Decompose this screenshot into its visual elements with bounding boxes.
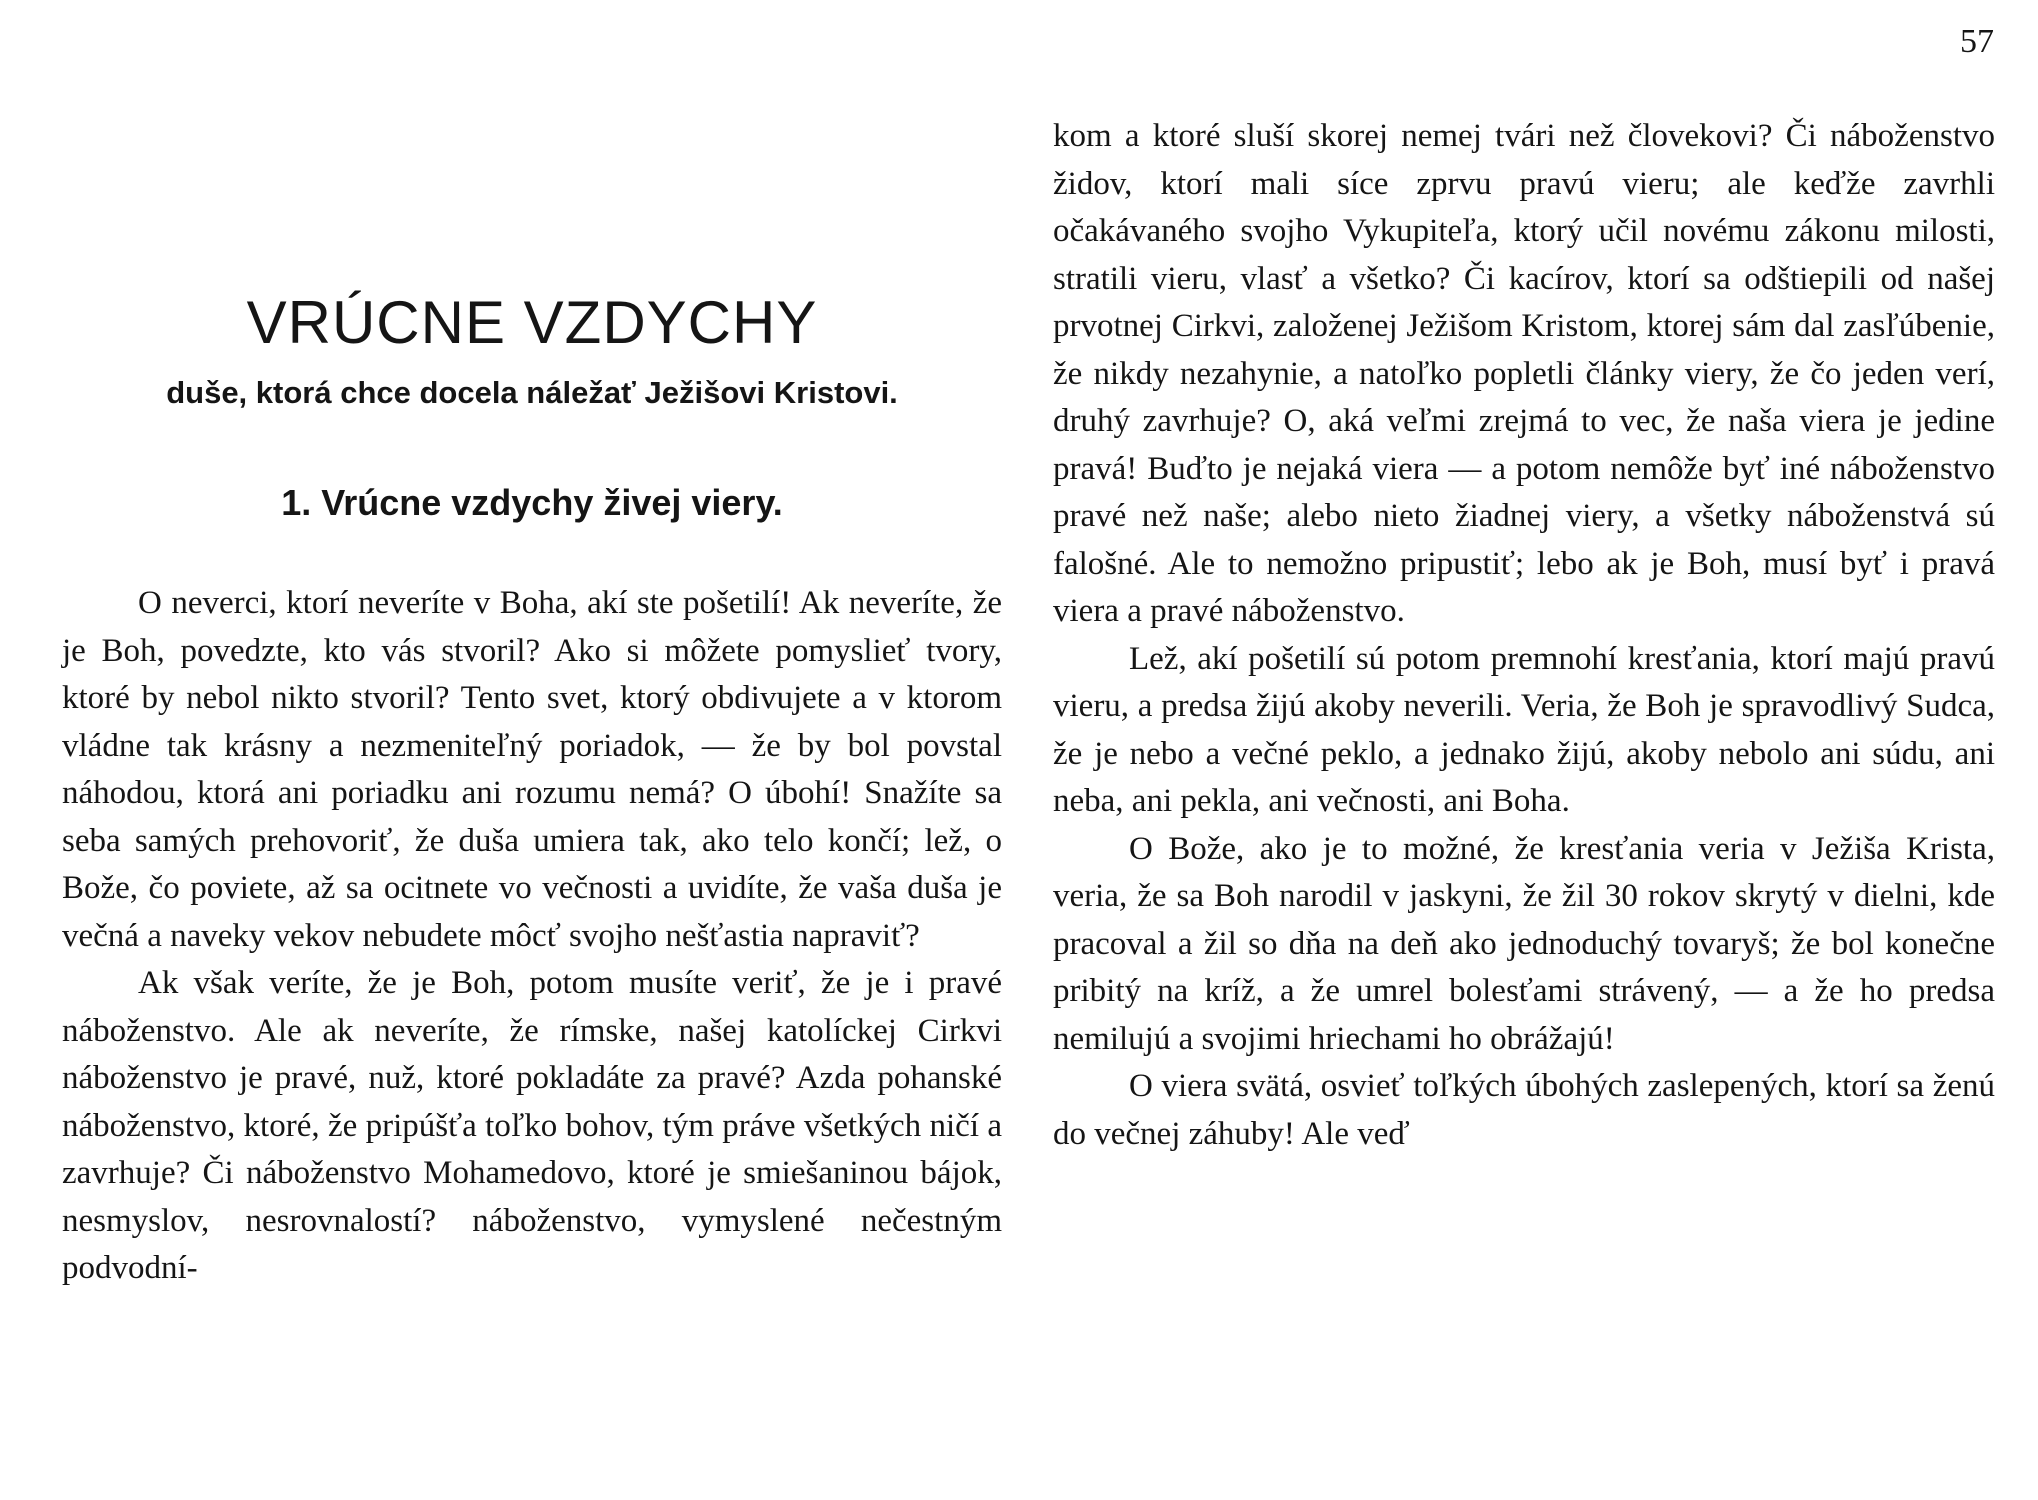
paragraph-continuation: kom a ktoré sluší skorej nemej tvári než človekovi? Či náboženstvo židov, ktorí mali síce zprvu pravú vieru; ale keďže zavrhli očakávaného svojho Vykupiteľa, ktorý učil novému zákonu milosti, stratili vieru, vlasť a všetko? Či kacírov, ktorí sa odštiepili od našej prvotnej Cirkvi, založenej Ježišom Kristom, ktorej sám dal zasľúbenie, že nikdy nezahynie, a natoľko popletli články viery, že čo jeden verí, druhý zavrhuje? O, aká veľmi zrejmá to vec, že naša viera je jedine pravá! Buďto je nejaká viera — a potom nemôže byť iné náboženstvo pravé než naše; alebo nieto žiadnej viery, a všetky náboženstvá sú falošné. Ale to nemožno pripustiť; lebo ak je Boh, musí byť i pravá viera a pravé náboženstvo. <box>1053 118 1995 629</box>
paragraph-o-viera: O viera svätá, osvieť toľkých úbohých zaslepených, ktorí sa ženú do večnej záhuby! Ale veď <box>1053 1068 1995 1152</box>
right-body-text <box>1053 113 1995 1158</box>
chapter-title: VRÚCNE VZDYCHY <box>246 289 818 356</box>
paragraph-o-boze: O Bože, ako je to možné, že kresťania veria v Ježiša Krista, veria, že sa Boh narodil v jaskyni, že žil 30 rokov skrytý v dielni, kde pracoval a žil so dňa na deň ako jednoduchý tovaryš; že bol konečne pribitý na kríž, a že umrel bolesťami strávený, — a že ho predsa nemilujú a svojimi hriechami ho obrážajú! <box>1053 830 1995 1057</box>
left-body-text <box>62 580 1002 1293</box>
paragraph-nabozenstvo: Ak však veríte, že je Boh, potom musíte veriť, že je i pravé náboženstvo. Ale ak neveríte, že rímske, našej katolíckej Cirkvi náboženstvo je pravé, nuž, ktoré pokladáte za pravé? Azda pohanské náboženstvo, ktoré, že pripúšťa toľko bohov, tým práve všetkých ničí a zavrhuje? Či náboženstvo Mohamedovo, ktoré je smiešaninou bájok, nesmyslov, nesrovnalostí? náboženstvo, vymyslené nečestným podvodní- <box>62 965 1002 1286</box>
paragraph-posetili-krestania: Lež, akí pošetilí sú potom premnohí kresťania, ktorí majú pravú vieru, a predsa žijú akoby neverili. Veria, že Boh je spravodlivý Sudca, že je nebo a večné peklo, a jednako žijú, akoby nebolo ani súdu, ani neba, ani pekla, ani večnosti, ani Boha. <box>1053 640 1995 819</box>
paragraph-neverci: O neverci, ktorí neveríte v Boha, akí ste pošetilí! Ak neveríte, že je Boh, povedzte, kto vás stvoril? Ako si môžete pomyslieť tvory, ktoré by nebol nikto stvoril? Tento svet, ktorý obdivujete a v ktorom vládne tak krásny a nezmeniteľný poriadok, — že by bol povstal náhodou, ktorá ani poriadku ani rozumu nemá? O úbohí! Snažíte sa seba samých prehovoriť, že duša umiera tak, ako telo končí; lež, o Bože, čo poviete, až sa ocitnete vo večnosti a uvidíte, že vaša duša je večná a naveky vekov nebudete môcť svojho nešťastia napraviť? <box>62 585 1002 954</box>
page-number: 57 <box>1960 23 1994 60</box>
section-heading: 1. Vrúcne vzdychy živej viery. <box>281 482 783 523</box>
chapter-subtitle: duše, ktorá chce docela náležať Ježišovi Kristovi. <box>166 375 898 410</box>
